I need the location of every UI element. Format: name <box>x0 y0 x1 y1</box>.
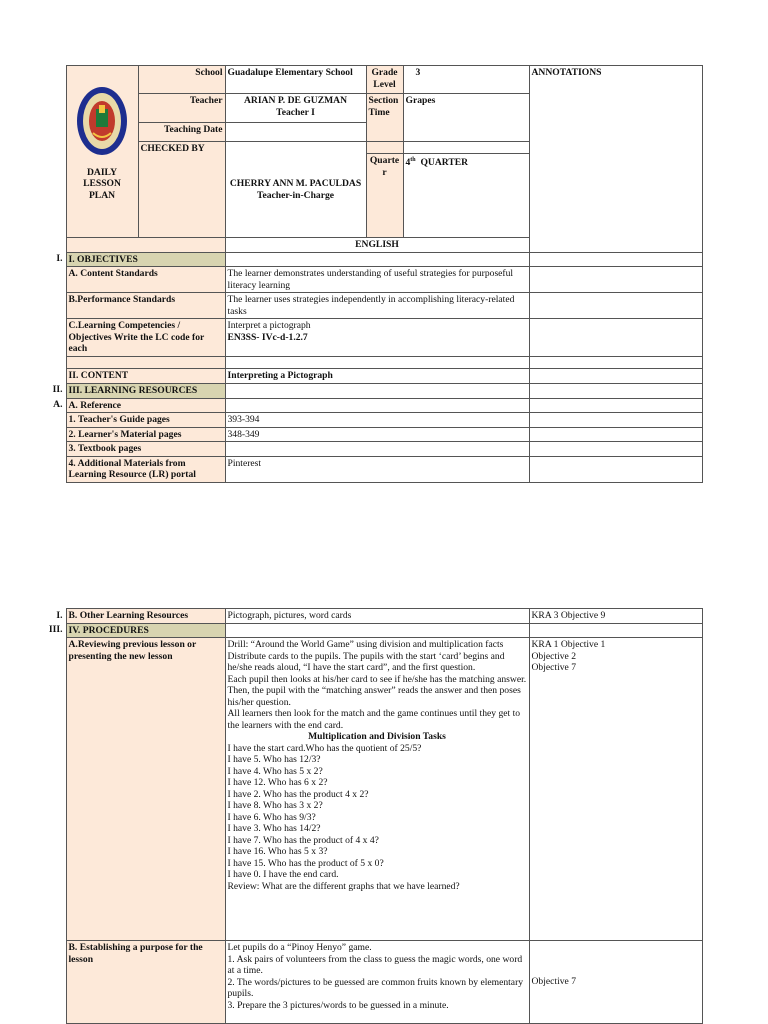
performance-standards-label: B.Performance Standards <box>66 293 225 319</box>
learners-material-value: 348-349 <box>225 427 529 442</box>
reference-label: A. Reference <box>66 398 225 413</box>
content-standards-label: A. Content Standards <box>66 267 225 293</box>
teacher-cell <box>225 94 366 123</box>
section-label: Section Time <box>366 94 403 142</box>
subject-title: ENGLISH <box>225 238 529 253</box>
row-number: I. <box>56 609 63 621</box>
checker-title: Teacher-in-Charge <box>256 189 335 201</box>
plan-label: DAILY LESSON PLAN <box>83 166 121 201</box>
drill-line: Drill: “Around the World Game” using division and multiplication facts <box>227 639 504 650</box>
content-label: II. CONTENT <box>66 369 225 384</box>
textbook-label: 3. Textbook pages <box>66 442 225 457</box>
school-seal-icon <box>72 85 132 201</box>
purpose-label: B. Establishing a purpose for the lesson <box>66 941 225 1024</box>
other-resources-label: B. Other Learning Resources <box>66 609 225 624</box>
purpose-line: Let pupils do a “Pinoy Henyo” game. <box>227 942 372 953</box>
task-line: I have 3. Who has 14/2? <box>227 823 321 834</box>
learning-resources-heading: III. LEARNING RESOURCES <box>66 383 225 398</box>
reviewing-content <box>225 638 529 941</box>
task-line: I have 6. Who has 9/3? <box>227 811 316 823</box>
procedures-table <box>39 608 703 1024</box>
procedures-heading: IV. PROCEDURES <box>66 623 225 638</box>
purpose-line: 1. Ask pairs of volunteers from the class to guess the magic words, one word at a time. <box>227 953 523 976</box>
task-line: I have 7. Who has the product of 4 x 4? <box>227 834 379 846</box>
purpose-line: 3. Prepare the 3 pictures/words to be guessed in a minute. <box>227 999 449 1011</box>
quarter-value: 4th QUARTER <box>403 154 529 238</box>
review-line: Review: What are the different graphs that we have learned? <box>227 880 460 892</box>
annotations-header: ANNOTATIONS <box>529 66 702 253</box>
purpose-note: Objective 7 <box>529 941 702 1024</box>
reviewing-label: A.Reviewing previous lesson or presenting the new lesson <box>66 638 225 941</box>
task-line: I have 12. Who has 6 x 2? <box>227 777 328 788</box>
content-standards-value: The learner demonstrates understanding of useful strategies for purposeful literacy learning <box>225 267 529 293</box>
content-value: Interpreting a Pictograph <box>225 369 529 384</box>
row-number: III. <box>48 624 63 635</box>
school-value: Guadalupe Elementary School <box>225 66 366 94</box>
row-number: II. <box>52 384 63 395</box>
task-line: I have 0. I have the end card. <box>227 869 339 880</box>
task-line: I have 4. Who has 5 x 2? <box>227 765 323 777</box>
tasks-subheading: Multiplication and Division Tasks <box>308 731 446 742</box>
other-resources-note: KRA 3 Objective 9 <box>529 609 702 624</box>
teachers-guide-label: 1. Teacher's Guide pages <box>66 413 225 428</box>
teachers-guide-value: 393-394 <box>225 413 529 428</box>
instruction-line: Each pupil then looks at his/her card to see if he/she has the matching answer. Then, the pupil with the “matching answer” reads the answer and then poses his/her question. <box>227 673 527 708</box>
grade-value: 3 <box>403 66 529 94</box>
competency-text: Interpret a pictograph <box>227 320 311 331</box>
additional-materials-value: Pinterest <box>225 456 529 482</box>
checker-name: CHERRY ANN M. PACULDAS <box>229 178 362 189</box>
checked-by-label: CHECKED BY <box>138 142 225 238</box>
teacher-label: Teacher <box>138 94 225 123</box>
reviewing-notes <box>529 638 702 941</box>
purpose-line: 2. The words/pictures to be guessed are common fruits known by elementary pupils. <box>227 976 524 999</box>
checker-cell <box>225 142 366 238</box>
other-resources-value: Pictograph, pictures, word cards <box>225 609 529 624</box>
learners-material-label: 2. Learner's Material pages <box>66 427 225 442</box>
header-table <box>39 65 703 483</box>
quarter-label: Quarte r <box>366 154 403 238</box>
section-value: Grapes <box>403 94 529 142</box>
competencies-label: C.Learning Competencies / Objectives Write the LC code for each <box>66 319 225 357</box>
grade-label: Grade Level <box>366 66 403 94</box>
performance-standards-value: The learner uses strategies independently in accomplishing literacy-related tasks <box>225 293 529 319</box>
purpose-content <box>225 941 529 1024</box>
row-number: I. <box>56 253 63 264</box>
task-line: I have 8. Who has 3 x 2? <box>227 800 323 811</box>
teacher-name: ARIAN P. DE GUZMAN <box>243 95 348 106</box>
competencies-value <box>225 319 529 357</box>
teaching-date-label: Teaching Date <box>138 123 225 142</box>
teaching-date-value[interactable] <box>225 123 366 142</box>
additional-materials-label: 4. Additional Materials from Learning Resource (LR) portal <box>66 456 225 482</box>
task-line: I have the start card.Who has the quotient of 25/5? <box>227 742 422 754</box>
note-line: Objective 7 <box>531 662 576 673</box>
task-line: I have 2. Who has the product 4 x 2? <box>227 788 369 800</box>
school-label: School <box>138 66 225 94</box>
objectives-heading: I. OBJECTIVES <box>66 252 225 267</box>
task-line: I have 5. Who has 12/3? <box>227 754 321 765</box>
instruction-line: Distribute cards to the pupils. The pupils with the start ‘card’ begins and he/she reads aloud, “I have the start card”, and the first question. <box>227 650 505 673</box>
note-line: KRA 1 Objective 1 <box>531 639 606 650</box>
competency-code: EN3SS- IVc-d-1.2.7 <box>227 331 308 343</box>
logo-cell <box>66 66 138 238</box>
teacher-title: Teacher I <box>276 106 315 118</box>
instruction-line: All learners then look for the match and the game continues until they get to the learners with the end card. <box>227 708 521 731</box>
task-line: I have 15. Who has the product of 5 x 0? <box>227 857 384 869</box>
row-number: A. <box>53 399 63 410</box>
note-line: Objective 2 <box>531 650 576 662</box>
task-line: I have 16. Who has 5 x 3? <box>227 846 328 857</box>
